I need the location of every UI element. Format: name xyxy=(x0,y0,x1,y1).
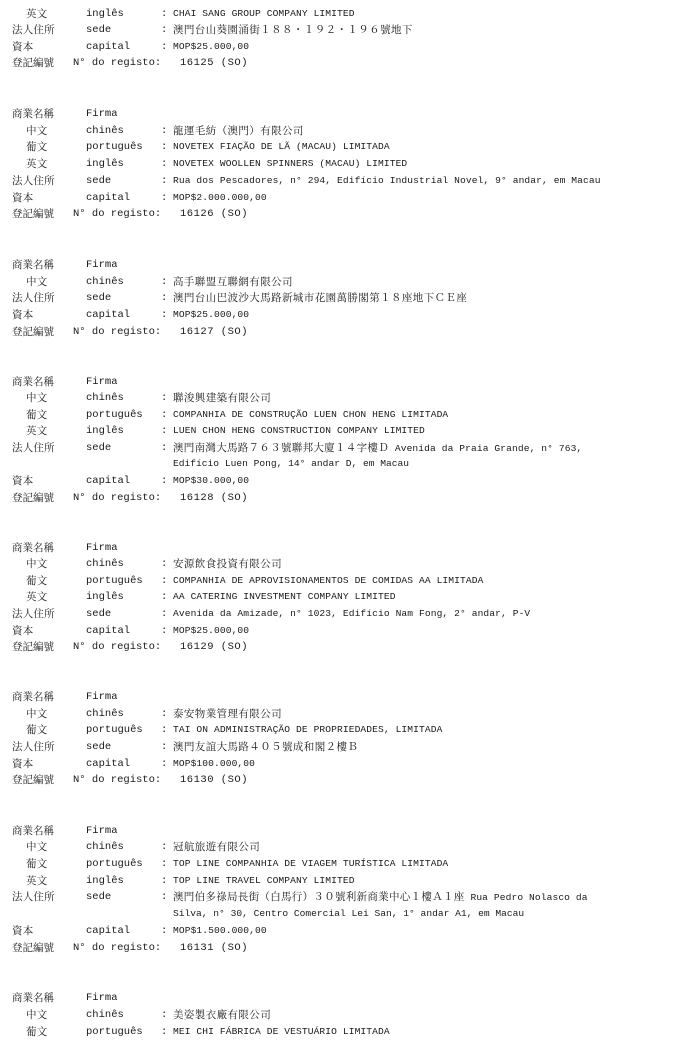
field-label-zh: 法人住所 xyxy=(12,891,55,903)
field-value-capital: MOP$25.000,00 xyxy=(173,625,250,636)
field-label-zh: 資本 xyxy=(12,475,34,487)
field-row-seat xyxy=(0,174,699,188)
colon: : xyxy=(161,125,168,137)
register-label-zh: 登記編號 xyxy=(12,326,54,338)
field-row-portuguese xyxy=(0,857,699,871)
register-label-zh: 登記編號 xyxy=(12,774,54,786)
register-row xyxy=(0,773,699,787)
register-row xyxy=(0,325,699,339)
field-value-portuguese: NOVETEX FIAÇÃO DE LÃ (MACAU) LIMITADA xyxy=(173,141,390,152)
register-row xyxy=(0,941,699,955)
field-label-zh: 葡文 xyxy=(26,141,48,153)
colon: : xyxy=(161,558,168,570)
field-label-pt: sede xyxy=(86,442,112,454)
colon: : xyxy=(161,1009,168,1021)
firma-label-zh: 商業名稱 xyxy=(12,108,54,120)
field-value-chinese: 安源飲食投資有限公司 xyxy=(173,558,282,570)
field-value-capital: MOP$25.000,00 xyxy=(173,41,250,52)
field-label-pt: chinês xyxy=(86,841,124,853)
field-row-english xyxy=(0,590,699,604)
field-row-chinese xyxy=(0,124,699,138)
colon: : xyxy=(161,8,168,20)
colon: : xyxy=(161,858,168,870)
field-value-portuguese: MEI CHI FÁBRICA DE VESTUÁRIO LIMITADA xyxy=(173,1026,390,1037)
field-label-pt: chinês xyxy=(86,276,124,288)
field-row-seat xyxy=(0,23,699,37)
register-label-zh: 登記編號 xyxy=(12,492,54,504)
field-label-pt: capital xyxy=(86,475,131,487)
field-value-seat: 澳門伯多祿局長街（白馬行）３０號利新商業中心１樓Ａ１座 Rua Pedro Nolasco da xyxy=(173,891,588,903)
field-label-pt: português xyxy=(86,575,143,587)
register-row xyxy=(0,491,699,505)
colon: : xyxy=(161,41,168,53)
firma-label-pt: Firma xyxy=(86,691,118,703)
field-label-zh: 法人住所 xyxy=(12,741,55,753)
field-label-zh: 資本 xyxy=(12,192,34,204)
field-label-pt: chinês xyxy=(86,392,124,404)
firma-label-zh: 商業名稱 xyxy=(12,376,54,388)
field-value-seat: Avenida da Amizade, n° 1023, Edifício Nam Fong, 2° andar, P-V xyxy=(173,608,531,619)
field-label-zh: 法人住所 xyxy=(12,175,55,187)
colon: : xyxy=(161,841,168,853)
field-label-pt: sede xyxy=(86,608,112,620)
field-row-english xyxy=(0,7,699,21)
field-label-zh: 葡文 xyxy=(26,409,48,421)
field-label-zh: 中文 xyxy=(26,1009,48,1021)
field-row-chinese xyxy=(0,557,699,571)
field-value-chinese: 高手聯盟互聯網有限公司 xyxy=(173,276,293,288)
field-value-english: CHAI SANG GROUP COMPANY LIMITED xyxy=(173,8,355,19)
field-row-chinese xyxy=(0,391,699,405)
register-label-pt: N° do registo: xyxy=(73,942,162,954)
field-row-chinese xyxy=(0,1008,699,1022)
field-value-chinese: 龍運毛紡（澳門）有限公司 xyxy=(173,125,304,137)
field-row-portuguese xyxy=(0,408,699,422)
colon: : xyxy=(161,392,168,404)
field-value-portuguese: COMPANHIA DE CONSTRUÇÃO LUEN CHON HENG LIMITADA xyxy=(173,409,449,420)
field-label-pt: português xyxy=(86,141,143,153)
firma-label-pt: Firma xyxy=(86,259,118,271)
field-label-zh: 法人住所 xyxy=(12,442,55,454)
register-label-zh: 登記編號 xyxy=(12,942,54,954)
colon: : xyxy=(161,292,168,304)
field-label-zh: 葡文 xyxy=(26,575,48,587)
field-label-zh: 葡文 xyxy=(26,1026,48,1038)
field-label-zh: 中文 xyxy=(26,558,48,570)
field-row-seat xyxy=(0,607,699,621)
field-label-zh: 資本 xyxy=(12,41,34,53)
field-row-seat xyxy=(0,740,699,754)
register-label-pt: N° do registo: xyxy=(73,492,162,504)
register-number: 16130 (SO) xyxy=(180,774,249,786)
firma-label-pt: Firma xyxy=(86,825,118,837)
colon: : xyxy=(161,24,168,36)
colon: : xyxy=(161,425,168,437)
field-label-pt: português xyxy=(86,858,143,870)
field-label-zh: 英文 xyxy=(26,158,48,170)
firma-header xyxy=(0,107,699,121)
field-label-pt: capital xyxy=(86,625,131,637)
field-row-chinese xyxy=(0,707,699,721)
field-label-zh: 英文 xyxy=(26,425,48,437)
field-row-seat xyxy=(0,890,699,904)
firma-label-zh: 商業名稱 xyxy=(12,259,54,271)
field-label-pt: português xyxy=(86,1026,143,1038)
field-label-pt: chinês xyxy=(86,708,124,720)
field-row-english xyxy=(0,874,699,888)
firma-header xyxy=(0,991,699,1005)
field-row-portuguese xyxy=(0,140,699,154)
field-label-pt: chinês xyxy=(86,558,124,570)
firma-header xyxy=(0,541,699,555)
firma-label-zh: 商業名稱 xyxy=(12,825,54,837)
register-label-pt: N° do registo: xyxy=(73,57,162,69)
field-value-capital: MOP$2.000.000,00 xyxy=(173,192,267,203)
field-row-seat xyxy=(0,291,699,305)
field-row-chinese xyxy=(0,275,699,289)
field-value-portuguese: COMPANHIA DE APROVISIONAMENTOS DE COMIDAS AA LIMITADA xyxy=(173,575,484,586)
field-value-english: TOP LINE TRAVEL COMPANY LIMITED xyxy=(173,875,355,886)
field-label-zh: 英文 xyxy=(26,875,48,887)
field-value-chinese: 聯浚興建築有限公司 xyxy=(173,392,272,404)
firma-label-zh: 商業名稱 xyxy=(12,691,54,703)
field-label-pt: chinês xyxy=(86,1009,124,1021)
field-value-capital: MOP$30.000,00 xyxy=(173,475,250,486)
colon: : xyxy=(161,575,168,587)
field-label-zh: 中文 xyxy=(26,125,48,137)
register-label-pt: N° do registo: xyxy=(73,326,162,338)
field-label-pt: capital xyxy=(86,758,131,770)
register-number: 16131 (SO) xyxy=(180,942,249,954)
field-value-seat: 澳門南灣大馬路７６３號聯邦大廈１４字樓Ｄ Avenida da Praia Grande, n° 763, xyxy=(173,442,583,454)
field-row-capital xyxy=(0,191,699,205)
field-value-english: NOVETEX WOOLLEN SPINNERS (MACAU) LIMITED xyxy=(173,158,408,169)
register-row xyxy=(0,56,699,70)
field-row-english xyxy=(0,157,699,171)
field-row-english xyxy=(0,424,699,438)
field-row-continuation xyxy=(0,907,699,921)
colon: : xyxy=(161,141,168,153)
register-label-pt: N° do registo: xyxy=(73,641,162,653)
field-label-pt: sede xyxy=(86,891,112,903)
colon: : xyxy=(161,891,168,903)
register-number: 16129 (SO) xyxy=(180,641,249,653)
field-row-capital xyxy=(0,474,699,488)
field-label-pt: inglês xyxy=(86,875,124,887)
colon: : xyxy=(161,192,168,204)
firma-label-pt: Firma xyxy=(86,542,118,554)
field-value-seat: 澳門友誼大馬路４０５號成和閣２樓Ｂ xyxy=(173,741,359,753)
field-label-zh: 葡文 xyxy=(26,858,48,870)
colon: : xyxy=(161,925,168,937)
field-value-english: AA CATERING INVESTMENT COMPANY LIMITED xyxy=(173,591,396,602)
firma-header xyxy=(0,824,699,838)
field-value-seat: 澳門台山葵園涌街１８８・１９２・１９６號地下 xyxy=(173,24,413,36)
field-label-zh: 資本 xyxy=(12,625,34,637)
field-label-zh: 資本 xyxy=(12,758,34,770)
register-row xyxy=(0,207,699,221)
field-value-capital: MOP$100.000,00 xyxy=(173,758,256,769)
register-label-zh: 登記編號 xyxy=(12,641,54,653)
field-label-zh: 法人住所 xyxy=(12,292,55,304)
colon: : xyxy=(161,175,168,187)
colon: : xyxy=(161,608,168,620)
colon: : xyxy=(161,591,168,603)
register-label-zh: 登記編號 xyxy=(12,57,54,69)
firma-label-pt: Firma xyxy=(86,992,118,1004)
field-row-capital xyxy=(0,308,699,322)
field-value-english: LUEN CHON HENG CONSTRUCTION COMPANY LIMITED xyxy=(173,425,425,436)
field-value-continuation: Edifício Luen Pong, 14° andar D, em Macau xyxy=(173,458,410,469)
field-label-pt: capital xyxy=(86,309,131,321)
register-label-pt: N° do registo: xyxy=(73,774,162,786)
field-label-pt: inglês xyxy=(86,591,124,603)
field-label-zh: 中文 xyxy=(26,841,48,853)
field-label-pt: capital xyxy=(86,192,131,204)
field-label-pt: sede xyxy=(86,175,112,187)
field-value-seat: 澳門台山巴波沙大馬路新城市花園萬勝閣第１８座地下ＣＥ座 xyxy=(173,292,468,304)
field-label-zh: 中文 xyxy=(26,708,48,720)
colon: : xyxy=(161,708,168,720)
field-label-pt: inglês xyxy=(86,8,124,20)
field-row-chinese xyxy=(0,840,699,854)
field-value-chinese: 泰安物業管理有限公司 xyxy=(173,708,282,720)
colon: : xyxy=(161,758,168,770)
field-label-pt: sede xyxy=(86,24,112,36)
colon: : xyxy=(161,741,168,753)
firma-header xyxy=(0,258,699,272)
register-number: 16127 (SO) xyxy=(180,326,249,338)
field-label-pt: português xyxy=(86,724,143,736)
field-row-capital xyxy=(0,40,699,54)
register-label-zh: 登記編號 xyxy=(12,208,54,220)
colon: : xyxy=(161,409,168,421)
register-number: 16125 (SO) xyxy=(180,57,249,69)
field-label-zh: 葡文 xyxy=(26,724,48,736)
firma-header xyxy=(0,690,699,704)
field-label-pt: chinês xyxy=(86,125,124,137)
colon: : xyxy=(161,1026,168,1038)
field-row-capital xyxy=(0,757,699,771)
field-label-zh: 中文 xyxy=(26,392,48,404)
colon: : xyxy=(161,442,168,454)
field-row-capital xyxy=(0,624,699,638)
field-label-pt: inglês xyxy=(86,425,124,437)
field-label-zh: 中文 xyxy=(26,276,48,288)
firma-header xyxy=(0,375,699,389)
register-row xyxy=(0,640,699,654)
colon: : xyxy=(161,724,168,736)
register-number: 16126 (SO) xyxy=(180,208,249,220)
field-label-zh: 法人住所 xyxy=(12,24,55,36)
field-label-pt: inglês xyxy=(86,158,124,170)
field-label-pt: capital xyxy=(86,925,131,937)
field-value-chinese: 冠航旅遊有限公司 xyxy=(173,841,261,853)
firma-label-zh: 商業名稱 xyxy=(12,542,54,554)
field-row-capital xyxy=(0,924,699,938)
field-value-chinese: 美姿製衣廠有限公司 xyxy=(173,1009,272,1021)
field-row-portuguese xyxy=(0,723,699,737)
colon: : xyxy=(161,475,168,487)
firma-label-pt: Firma xyxy=(86,376,118,388)
field-row-portuguese xyxy=(0,574,699,588)
field-value-continuation: Silva, n° 30, Centro Comercial Lei San, 1° andar A1, em Macau xyxy=(173,908,525,919)
field-row-seat xyxy=(0,441,699,455)
field-value-capital: MOP$1.500.000,00 xyxy=(173,925,267,936)
field-label-pt: capital xyxy=(86,41,131,53)
field-value-capital: MOP$25.000,00 xyxy=(173,309,250,320)
colon: : xyxy=(161,309,168,321)
field-label-pt: sede xyxy=(86,292,112,304)
field-label-zh: 英文 xyxy=(26,591,48,603)
field-row-continuation xyxy=(0,457,699,471)
field-value-portuguese: TOP LINE COMPANHIA DE VIAGEM TURÍSTICA LIMITADA xyxy=(173,858,449,869)
firma-label-zh: 商業名稱 xyxy=(12,992,54,1004)
field-label-zh: 法人住所 xyxy=(12,608,55,620)
firma-label-pt: Firma xyxy=(86,108,118,120)
colon: : xyxy=(161,625,168,637)
field-label-zh: 資本 xyxy=(12,309,34,321)
colon: : xyxy=(161,875,168,887)
field-label-zh: 英文 xyxy=(26,8,48,20)
field-row-portuguese xyxy=(0,1025,699,1039)
register-number: 16128 (SO) xyxy=(180,492,249,504)
field-label-zh: 資本 xyxy=(12,925,34,937)
field-value-portuguese: TAI ON ADMINISTRAÇÃO DE PROPRIEDADES, LIMITADA xyxy=(173,724,443,735)
field-label-pt: português xyxy=(86,409,143,421)
field-label-pt: sede xyxy=(86,741,112,753)
field-value-seat: Rua dos Pescadores, n° 294, Edifício Industrial Novel, 9° andar, em Macau xyxy=(173,175,601,186)
colon: : xyxy=(161,158,168,170)
register-label-pt: N° do registo: xyxy=(73,208,162,220)
colon: : xyxy=(161,276,168,288)
